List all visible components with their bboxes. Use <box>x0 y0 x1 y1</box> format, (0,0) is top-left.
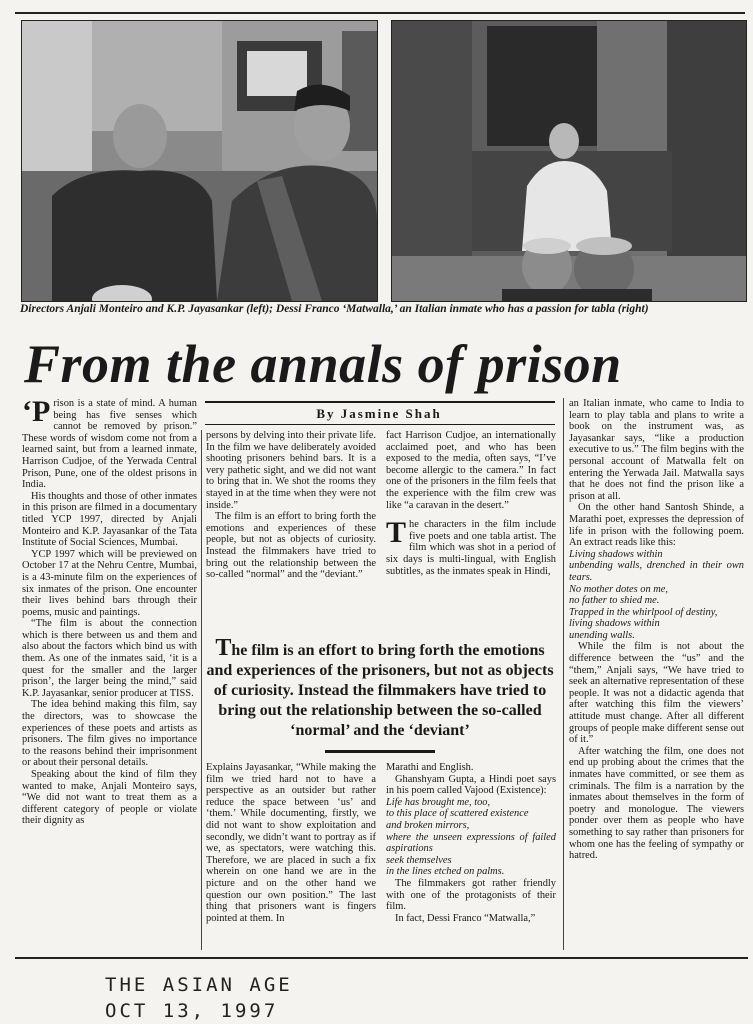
poem-line: and broken mirrors, <box>386 819 470 831</box>
bottom-rule <box>15 957 748 959</box>
photo-tabla-player <box>391 20 747 302</box>
poem-line: unending walls. <box>569 629 635 641</box>
poem-line: Trapped in the whirlpool of destiny, <box>569 606 718 618</box>
column-1 <box>22 395 197 827</box>
column-divider-1 <box>201 430 202 950</box>
col4-para-4: After watching the film, one does not end up probing about the crimes that the inmates have committed, or see them as criminals. The film is a narration by the inmates about themselves in the form of poetry and monologue. The viewers ponder over them as people who have something to say rather than prisoners for whom one has the feeling of sympathy or hatred. <box>569 745 744 862</box>
col2-bottom-para: Explains Jayasankar, “While making the film we tried hard not to have a perspective as an outsider but rather reduce the space between ‘us’ and ‘them.’ While documenting, firstly, we did not want to show exploitation and secondly, we didn’t want to portray as if we, as spectators, were watching this. Therefore, we are placed in such a fix wherein on one hand we are in the picture and on the other hand we question our own position.” The last thing that prisoners want is fingers pointed at them. In <box>206 762 376 924</box>
column-3-bottom <box>386 762 556 924</box>
photo-caption: Directors Anjali Monteiro and K.P. Jayasankar (left); Dessi Franco ‘Matwalla,’ an Italian inmate who has a passion for tabla (right) <box>20 303 649 315</box>
col1-para-6: Speaking about the kind of film they wanted to make, Anjali Monteiro says, “We did not want to treat them as a different category of people or violate their dignity as <box>22 769 197 827</box>
column-3-top <box>386 430 556 577</box>
col4-para-3: While the film is not about the difference between the “us” and the “them,” Anjali says, “We have tried to seek an alternative representation of these people. It was not a didactic agenda that after watching this film the viewers’ attitude must change. After all different groups of people make different sense out of it.” <box>569 641 744 746</box>
poem-line: where the unseen expressions of failed aspirations <box>386 831 556 855</box>
handwritten-date: OCT 13, 1997 <box>105 1000 279 1022</box>
byline-rule-bottom <box>205 424 555 425</box>
col3-para-last: In fact, Dessi Franco “Matwalla,” <box>395 912 536 924</box>
column-2-top <box>206 430 376 581</box>
pull-quote <box>205 635 555 741</box>
poem-line: Life has brought me, too, <box>386 796 491 808</box>
column-2-bottom <box>206 762 376 924</box>
poem-vajood <box>386 797 556 878</box>
byline-rule-top <box>205 401 555 403</box>
col3-para-poem-intro: Ghanshyam Gupta, a Hindi poet says in his poem called Vajood (Existence): <box>386 773 556 797</box>
col3-lead: Marathi and English. <box>386 762 474 773</box>
poem-line: Living shadows within <box>569 548 663 560</box>
col3-para-after: The filmmakers got rather friendly with one of the protagonists of their film. <box>386 877 556 913</box>
byline: By Jasmine Shah <box>316 406 442 421</box>
poem-line: to this place of scattered existence <box>386 808 529 820</box>
col1-para-4: “The film is about the connection which is there between us and them and also about the factors which bind us with them. As one of the inmates said, ‘it is a quest for the smaller and the larger prison’, the larger being the mind,” said K.P. Jayasankar, senior producer at TISS. <box>22 618 197 699</box>
pull-quote-rule <box>325 750 435 753</box>
column-divider-3 <box>563 398 564 950</box>
column-4 <box>569 398 744 862</box>
poem-line: No mother dotes on me, <box>569 583 668 595</box>
photo-tabla-image <box>392 21 746 301</box>
col3-para-2: The characters in the film include five poets and one tabla artist. The film which was shot in a period of six days is multi-lingual, with English subtitles, as the inmates speak in Hindi, <box>386 516 556 577</box>
headline: From the annals of prison <box>24 334 622 394</box>
col1-para-2: His thoughts and those of other inmates in this prison are filmed in a documentary titled YCP 1997, directed by Anjali Monteiro and K.P. Jayasankar of the Tata Institute of Social Sciences, Mumbai. <box>22 490 197 549</box>
top-rule <box>15 12 745 14</box>
dropcap-p: ‘P <box>22 395 51 428</box>
col4-para-2: On the other hand Santosh Shinde, a Marathi poet, expresses the depression of life in prison with the following poem. An extract reads like this: <box>569 502 744 549</box>
photo-directors-image <box>22 21 377 301</box>
col2-para-2: The film is an effort to bring forth the emotions and experiences of these people, but not as objects of curiosity. Instead the filmmakers have tried to bring out the relationship between the so-called “normal” and the “deviant.” <box>206 511 376 581</box>
pull-quote-text: he film is an effort to bring forth the emotions and experiences of the prisoners, but not as objects of curiosity. Instead the filmmakers have tried to bring out the relationship between the so-called ‘normal’ and the ‘deviant’ <box>206 642 554 739</box>
poem-line: in the lines etched on palms. <box>386 866 505 878</box>
pull-quote-first-letter: T <box>215 635 232 661</box>
col3-para-1: fact Harrison Cudjoe, an internationally acclaimed poet, and who has been exposed to the media, often says, “I’ve become allergic to the camera.” In fact one of the prisoners in the film feels that the experience with the film crew was like “a caravan in the desert.” <box>386 430 556 511</box>
handwritten-source: THE ASIAN AGE <box>105 974 293 996</box>
poem-line: living shadows within <box>569 618 660 630</box>
col1-para-5: The idea behind making this film, say the directors, was to showcase the experiences of these poets and artists as prisoners. The film gives no importance to the reasons behind their imprisonment or about their personal details. <box>22 699 197 769</box>
handwritten-note <box>105 972 293 1024</box>
poem-line: unbending walls, drenched in their own tears. <box>569 560 744 583</box>
col2-para-1: persons by delving into their private life. In the film we have deliberately avoided shooting prisoners behind bars. It is a very pathetic sight, and we did not want to bring that in. We shot the rooms they stayed in at the time when they were not inside.” <box>206 430 376 511</box>
dropcap-t: T <box>386 516 407 550</box>
col1-para-1: ‘Prison is a state of mind. A human being has five senses which cannot be removed by prison.” These words of wisdom come not from a learned saint, but from a learned inmate, Harrison Cudjoe, of the Yerwada Central Prison, Pune, one of the oldest prisons in India. <box>22 395 197 491</box>
photo-directors <box>21 20 378 302</box>
poem-line: seek themselves <box>386 854 452 866</box>
poem-line: no father to shied me. <box>569 595 660 607</box>
col4-para-1: an Italian inmate, who came to India to learn to play tabla and plans to write a book on the instrument was, as Jayasankar says, “like a production executive to us.” The film begins with the personal account of Matwalla felt on entering the Yerwada Jail. Matwalla says that he does not find the prison like a prison at all. <box>569 398 744 502</box>
col1-para-3: YCP 1997 which will be previewed on October 17 at the Nehru Centre, Mumbai, is a 43-minute film on the experiences of six inmates of the prison. One encounter their lives behind bars through their poems, music and paintings. <box>22 548 197 618</box>
poem-shinde <box>569 549 744 642</box>
